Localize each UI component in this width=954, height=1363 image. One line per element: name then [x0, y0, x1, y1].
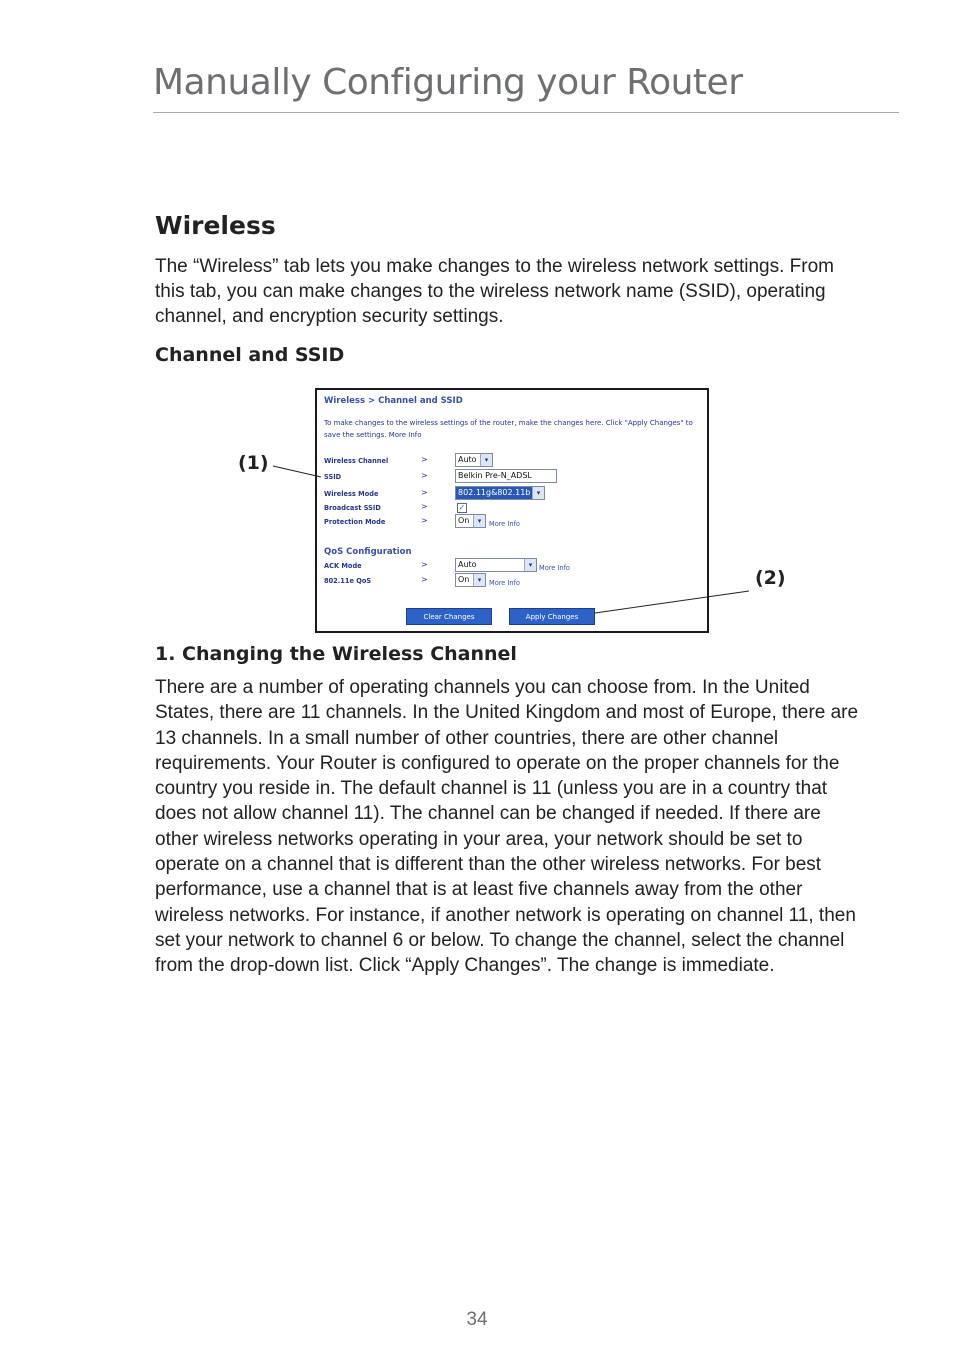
chevron-down-icon[interactable]: ▾: [532, 487, 544, 499]
broadcast-ssid-label: Broadcast SSID: [324, 504, 381, 512]
router-screenshot: [315, 388, 709, 633]
breadcrumb: Wireless > Channel and SSID: [324, 396, 463, 406]
intro-paragraph: The “Wireless” tab lets you make changes to the wireless network settings. From this tab, you can make changes to the wireless network name (SSID), operating channel, and encryption security settings.: [155, 256, 834, 327]
protection-mode-value: On: [458, 516, 470, 525]
chevron-down-icon[interactable]: ▾: [473, 515, 485, 527]
ssid-label: SSID: [324, 473, 342, 481]
page-number: 34: [466, 1309, 488, 1330]
apply-changes-button[interactable]: Apply Changes: [509, 608, 595, 625]
ack-mode-label: ACK Mode: [324, 562, 362, 570]
wireless-channel-value: Auto: [458, 455, 477, 464]
chevron-down-icon[interactable]: ▾: [524, 559, 536, 571]
row-arrow: >: [421, 488, 428, 497]
wireless-mode-label: Wireless Mode: [324, 490, 379, 498]
ssid-input[interactable]: [455, 469, 557, 483]
callout-1: (1): [238, 452, 269, 474]
qos-more-info-link[interactable]: More Info: [489, 579, 520, 587]
broadcast-ssid-checkbox[interactable]: ✓: [458, 503, 466, 512]
row-arrow: >: [421, 471, 428, 480]
ack-mode-value: Auto: [458, 560, 477, 569]
row-arrow: >: [421, 502, 428, 511]
wireless-mode-value: 802.11g&802.11b: [458, 488, 531, 497]
chevron-down-icon[interactable]: ▾: [480, 454, 492, 466]
qos-heading: QoS Configuration: [324, 547, 412, 557]
ssid-value: Belkin Pre-N_ADSL: [458, 471, 532, 480]
section-heading: Wireless: [155, 211, 276, 240]
wireless-channel-label: Wireless Channel: [324, 457, 389, 465]
qos-label: 802.11e QoS: [324, 577, 372, 585]
row-arrow: >: [421, 560, 428, 569]
wireless-channel-select[interactable]: [455, 453, 493, 467]
chevron-down-icon[interactable]: ▾: [473, 574, 485, 586]
page-title: Manually Configuring your Router: [153, 62, 743, 103]
channel-body-paragraph: There are a number of operating channels you can choose from. In the United States, there are 11 channels. In the United Kingdom and most of Europe, there are 13 channels. In a small number of other countries, there are other channel requirements. Your Router is configured to operate on the proper channels for the country you reside in. The default channel is 11 (unless you are in a country that does not allow channel 11). The channel can be changed if needed. If there are other wireless networks operating in your area, your network should be set to operate on a channel that is different than the other wireless networks. For best performance, use a channel that is at least five channels away from the other wireless networks. For instance, if another network is operating on channel 11, then set your network to channel 6 or below. To change the channel, select the channel from the drop-down list. Click “Apply Changes”. The change is immediate.: [155, 677, 859, 977]
clear-changes-button[interactable]: Clear Changes: [406, 608, 492, 625]
wireless-mode-select[interactable]: [455, 486, 545, 500]
protection-more-info-link[interactable]: More Info: [489, 520, 520, 528]
changing-channel-heading: 1. Changing the Wireless Channel: [155, 643, 517, 665]
screenshot-description: To make changes to the wireless settings of the router, make the changes here. Click "Apply Changes" to save the settings. More Info: [324, 419, 693, 439]
qos-select[interactable]: [455, 573, 486, 587]
callout-2: (2): [755, 567, 786, 589]
row-arrow: >: [421, 575, 428, 584]
protection-mode-label: Protection Mode: [324, 518, 386, 526]
protection-mode-select[interactable]: [455, 514, 486, 528]
ack-more-info-link[interactable]: More Info: [539, 564, 570, 572]
title-rule: [153, 112, 899, 113]
callout-1-leader: [273, 466, 321, 477]
ack-mode-select[interactable]: [455, 558, 537, 572]
qos-value: On: [458, 575, 470, 584]
row-arrow: >: [421, 455, 428, 464]
channel-ssid-heading: Channel and SSID: [155, 344, 345, 366]
row-arrow: >: [421, 516, 428, 525]
